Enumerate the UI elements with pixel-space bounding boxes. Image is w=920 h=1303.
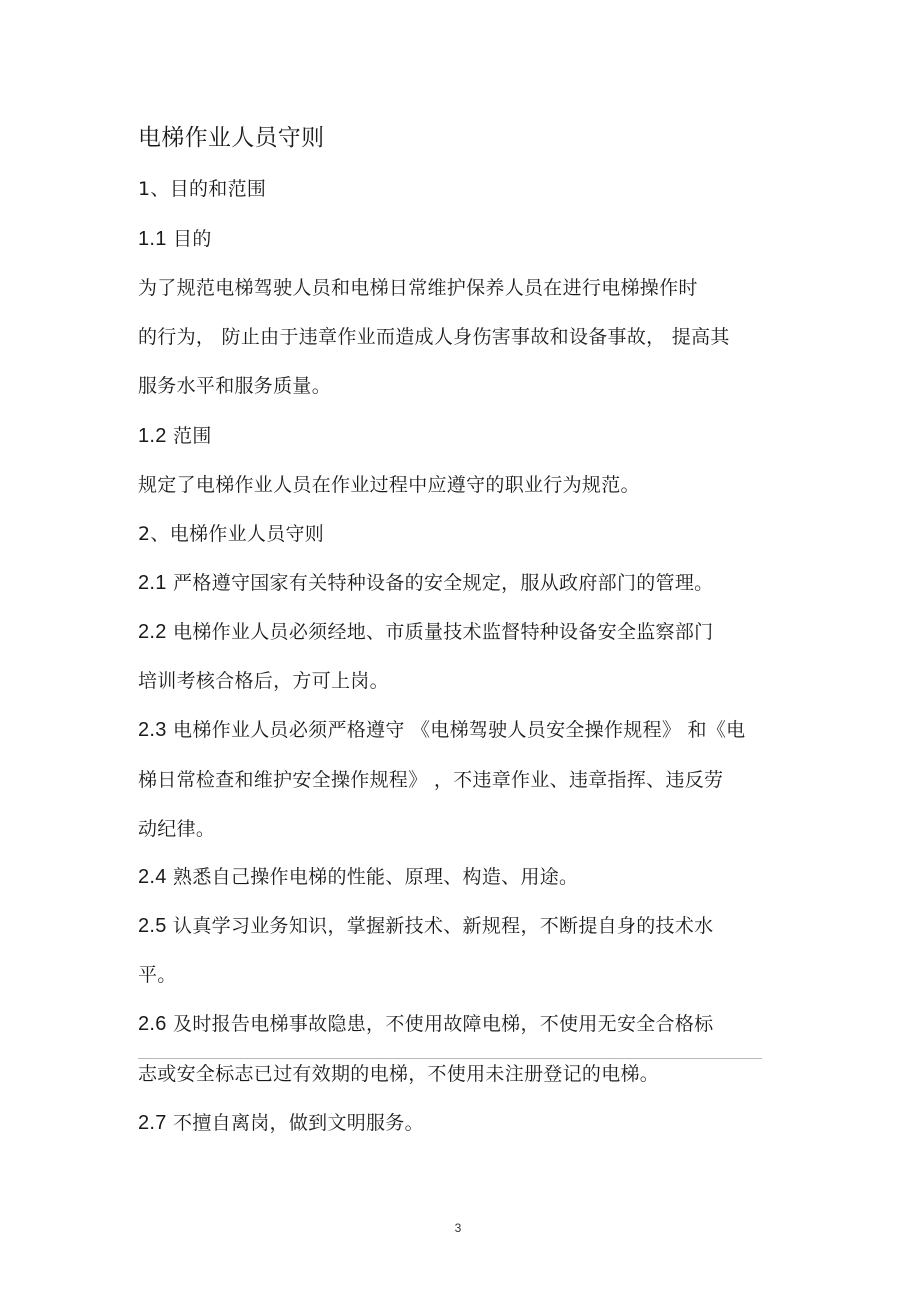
rule-number: 2.1 [138,572,167,594]
rule-2-1 [138,571,713,595]
section-1-1-number: 1.1 [138,228,167,250]
paragraph-line: 规定了电梯作业人员在作业过程中应遵守的职业行为规范。 [138,474,640,496]
rule-text: 熟悉自己操作电梯的性能、原理、构造、用途。 [166,866,579,888]
section-1-1-label: 目的 [166,228,212,250]
page-number: 3 [454,1221,462,1235]
section-1-2-number: 1.2 [138,425,167,447]
document-title: 电梯作业人员守则 [138,125,325,151]
rule-text: 不擅自离岗，做到文明服务。 [166,1112,424,1134]
section-1-2-heading [138,424,212,448]
rule-number: 2.3 [138,719,167,741]
rule-2-7 [138,1111,424,1135]
horizontal-divider [138,1058,762,1059]
rule-2-3-line-3: 动纪律。 [138,818,216,840]
rule-text: 严格遵守国家有关特种设备的安全规定，服从政府部门的管理。 [166,572,714,594]
rule-text: 电梯作业人员必须严格遵守 《电梯驾驶人员安全操作规程》 和《电 [166,719,746,741]
rule-number: 2.6 [138,1013,167,1035]
rule-text: 认真学习业务知识，掌握新技术、新规程，不断提自身的技术水 [166,915,714,937]
rule-number: 2.2 [138,621,167,643]
rule-2-3 [138,718,745,742]
paragraph-line: 服务水平和服务质量。 [138,375,332,397]
rule-2-2-line-2: 培训考核合格后，方可上岗。 [138,670,389,692]
rule-2-6-line-2: 志或安全标志已过有效期的电梯，不使用未注册登记的电梯。 [138,1063,660,1085]
rule-text: 及时报告电梯事故隐患，不使用故障电梯，不使用无安全合格标 [166,1013,714,1035]
section-2-heading: 2、电梯作业人员守则 [138,523,325,545]
rule-text: 电梯作业人员必须经地、市质量技术监督特种设备安全监察部门 [166,621,714,643]
rule-number: 2.7 [138,1112,167,1134]
rule-2-3-line-2: 梯日常检查和维护安全操作规程》 ，不违章作业、违章指挥、违反劳 [138,769,724,791]
paragraph-line: 的行为， 防止由于违章作业而造成人身伤害事故和设备事故， 提高其 [138,326,730,348]
paragraph-line: 为了规范电梯驾驶人员和电梯日常维护保养人员在进行电梯操作时 [138,277,698,299]
rule-2-4 [138,865,578,889]
rule-number: 2.5 [138,915,167,937]
rule-number: 2.4 [138,866,167,888]
rule-2-6 [138,1012,713,1036]
section-1-1-heading [138,227,212,251]
section-1-heading: 1、目的和范围 [138,178,267,200]
rule-2-5-line-2: 平。 [138,964,177,986]
rule-2-5 [138,914,713,938]
section-1-2-label: 范围 [166,425,212,447]
rule-2-2 [138,620,713,644]
